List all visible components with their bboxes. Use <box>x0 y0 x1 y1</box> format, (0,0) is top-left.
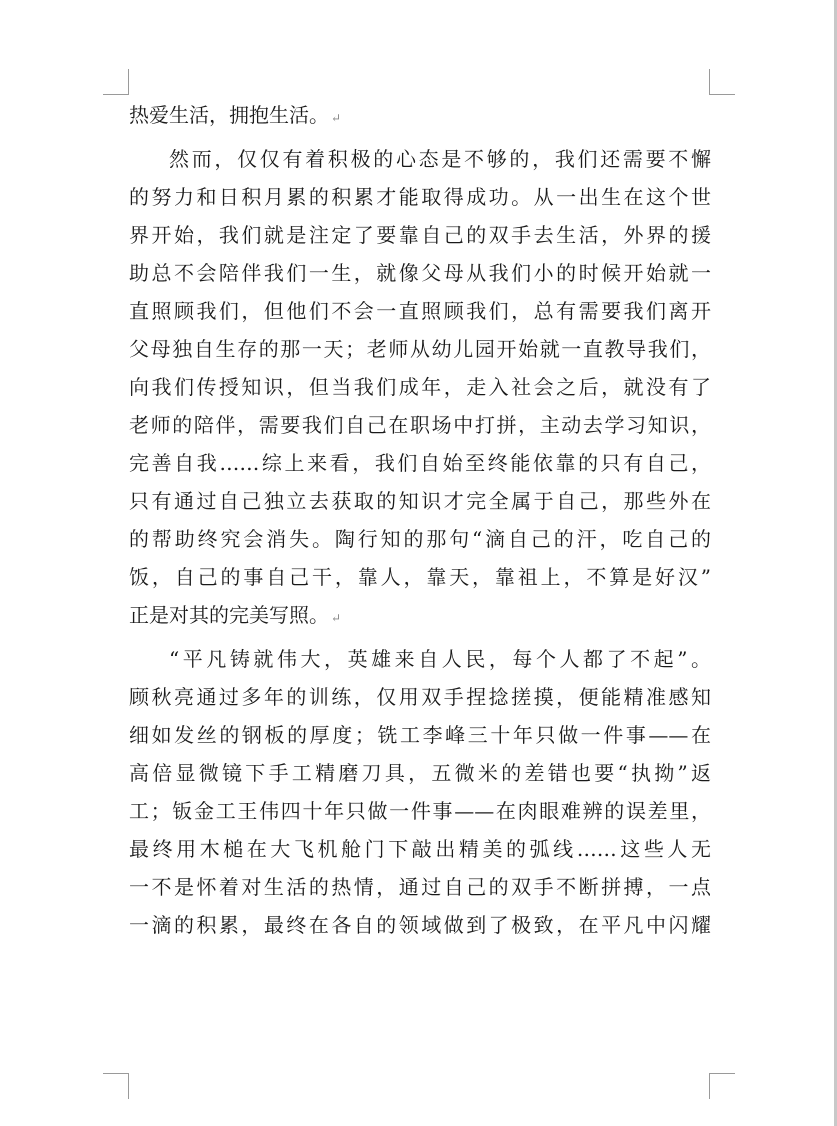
paragraph <box>129 640 711 944</box>
text-line: 直照顾我们，但他们不会一直照顾我们，总有需要我们离开 <box>129 299 711 323</box>
paragraph-mark-icon: ↵ <box>331 111 342 125</box>
paragraph-mark-icon: ↵ <box>331 611 342 625</box>
text-line: 的帮助终究会消失。陶行知的那句“滴自己的汗，吃自己的 <box>129 527 711 551</box>
text-line: 热爱生活，拥抱生活。 ↵ <box>129 103 342 127</box>
text-line: 一滴的积累，最终在各自的领域做到了极致，在平凡中闪耀 <box>129 913 711 937</box>
text-line: 饭，自己的事自己干，靠人，靠天，靠祖上，不算是好汉” <box>129 565 711 589</box>
text-line: 老师的陪伴，需要我们自己在职场中打拼，主动去学习知识， <box>129 413 711 437</box>
text-line: 然而，仅仅有着积极的心态是不够的，我们还需要不懈 <box>169 147 711 171</box>
crop-mark-top-left <box>103 69 129 95</box>
text-line: 界开始，我们就是注定了要靠自己的双手去生活，外界的援 <box>129 223 711 247</box>
text-line: 一不是怀着对生活的热情，通过自己的双手不断拼搏，一点 <box>129 875 711 899</box>
paragraph <box>129 96 711 134</box>
text-line: 父母独自生存的那一天；老师从幼儿园开始就一直教导我们， <box>129 337 711 361</box>
crop-mark-top-right <box>709 69 735 95</box>
text-line: 完善自我……综上来看，我们自始至终能依靠的只有自己， <box>129 451 711 475</box>
crop-mark-bottom-left <box>103 1073 129 1099</box>
text-line: 正是对其的完美写照。 ↵ <box>129 603 342 627</box>
text-line: “平凡铸就伟大，英雄来自人民，每个人都了不起”。 <box>169 647 711 671</box>
paragraph <box>129 140 711 634</box>
text-line: 工；钣金工王伟四十年只做一件事——在肉眼难辨的误差里， <box>129 799 711 823</box>
text-line: 细如发丝的钢板的厚度；铣工李峰三十年只做一件事——在 <box>129 723 711 747</box>
text-line: 向我们传授知识，但当我们成年，走入社会之后，就没有了 <box>129 375 711 399</box>
document-body[interactable] <box>129 96 711 950</box>
text-line: 只有通过自己独立去获取的知识才完全属于自己，那些外在 <box>129 489 711 513</box>
text-line: 最终用木槌在大飞机舱门下敲出精美的弧线……这些人无 <box>129 837 711 861</box>
crop-mark-bottom-right <box>709 1073 735 1099</box>
text-line: 助总不会陪伴我们一生，就像父母从我们小的时候开始就一 <box>129 261 711 285</box>
text-line: 高倍显微镜下手工精磨刀具，五微米的差错也要“执拗”返 <box>129 761 711 785</box>
text-line: 的努力和日积月累的积累才能取得成功。从一出生在这个世 <box>129 185 711 209</box>
text-line: 顾秋亮通过多年的训练，仅用双手捏捻搓摸，便能精准感知 <box>129 685 711 709</box>
